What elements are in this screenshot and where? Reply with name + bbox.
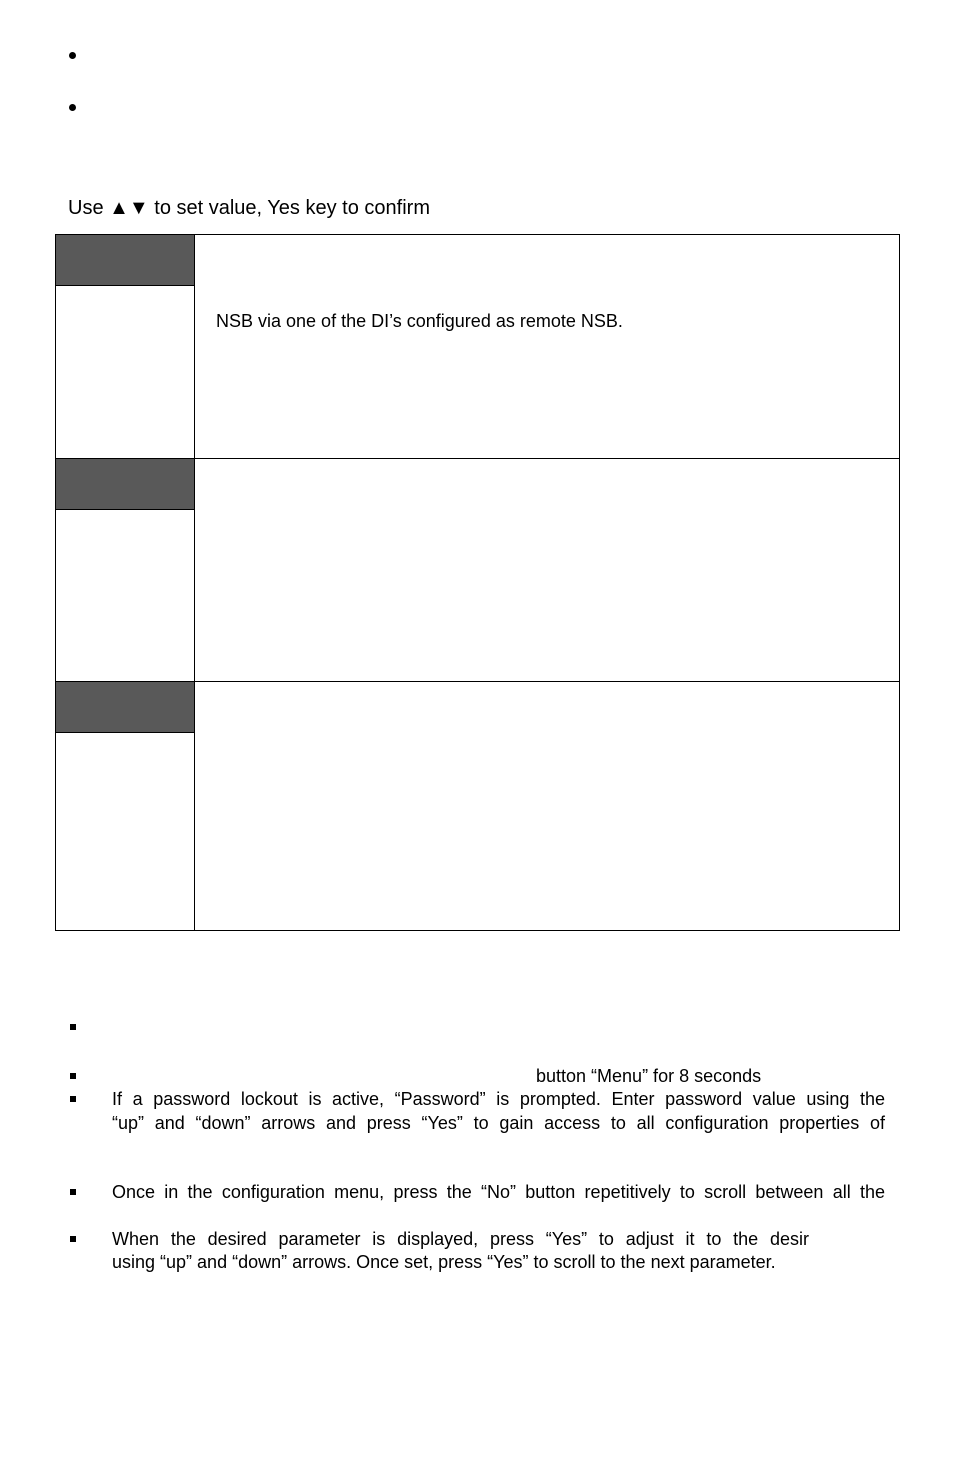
- table-row: [56, 459, 899, 682]
- parameter-header: [56, 682, 194, 733]
- parameter-cell: [56, 682, 195, 930]
- description-text: NSB via one of the DI’s configured as remote NSB.: [216, 311, 623, 331]
- description-cell: [195, 682, 899, 930]
- step-text: “up” and “down” arrows and press “Yes” to gain access to all configuration properties of: [112, 1113, 885, 1133]
- step-text: using “up” and “down” arrows. Once set, press “Yes” to scroll to the next parameter.: [112, 1252, 776, 1272]
- step-text: If a password lockout is active, “Password” is prompted. Enter password value using the: [112, 1089, 885, 1109]
- description-cell: [195, 235, 899, 458]
- step-text: Once in the configuration menu, press the “No” button repetitively to scroll between all the: [112, 1182, 885, 1202]
- parameter-header: [56, 235, 194, 286]
- parameter-cell: [56, 459, 195, 681]
- step-bullet: [70, 1189, 76, 1195]
- step-bullet: [70, 1073, 76, 1079]
- step-bullet: [70, 1236, 76, 1242]
- instruction-text: Use ▲▼ to set value, Yes key to confirm: [68, 197, 430, 219]
- step-text: button “Menu” for 8 seconds: [536, 1066, 762, 1086]
- bullet-dot: [69, 104, 76, 111]
- description-cell: [195, 459, 899, 681]
- table-row: [56, 682, 899, 930]
- bullet-dot: [69, 52, 76, 59]
- step-bullet: [70, 1096, 76, 1102]
- step-text: When the desired parameter is displayed, press “Yes” to adjust it to the desir: [112, 1229, 809, 1249]
- parameter-table: [55, 234, 900, 931]
- table-row: [56, 235, 899, 459]
- step-bullet: [70, 1024, 76, 1030]
- parameter-header: [56, 459, 194, 510]
- parameter-cell: [56, 235, 195, 458]
